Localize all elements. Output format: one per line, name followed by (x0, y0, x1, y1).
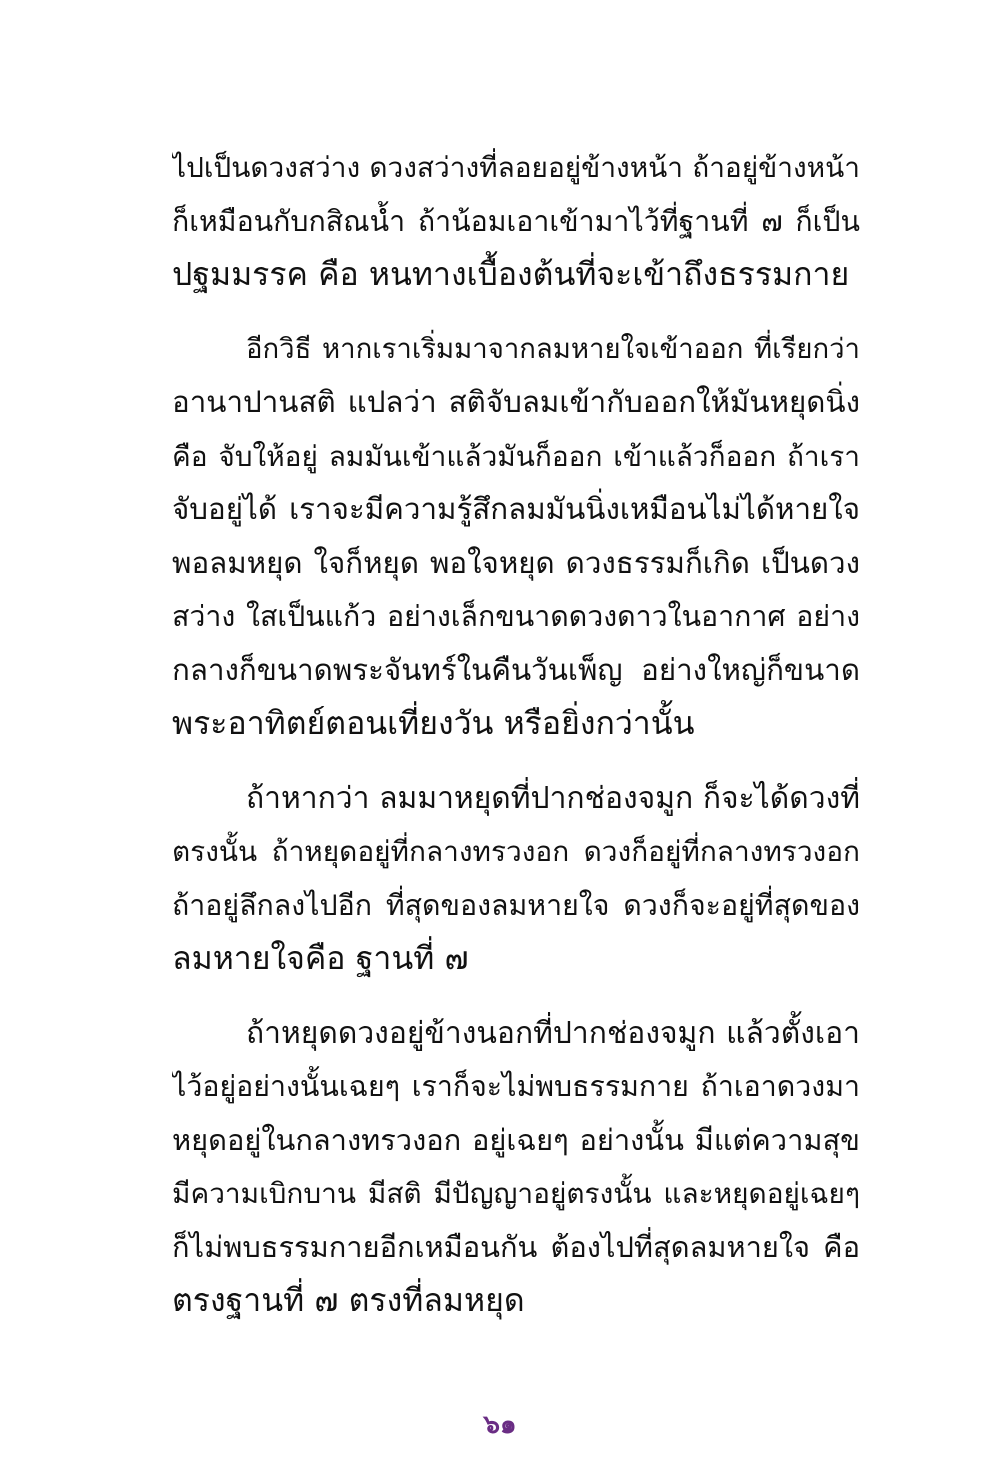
text-line: ถ้าอยู่ลึกลงไปอีก ที่สุดของลมหายใจ ดวงก็จะอยู่ที่สุดของ (172, 888, 860, 922)
text-line: ก็เหมือนกับกสิณน้ำ ถ้าน้อมเอาเข้ามาไว้ที่ฐานที่ ๗ ก็เป็น (172, 204, 860, 238)
text-line: ลมหายใจคือ ฐานที่ ๗ (172, 939, 469, 977)
text-line: พอลมหยุด ใจก็หยุด พอใจหยุด ดวงธรรมก็เกิด เป็นดวง (172, 545, 860, 580)
body-text (172, 141, 860, 1328)
text-line: อานาปานสติ แปลว่า สติจับลมเข้ากับออกให้มันหยุดนิ่ง (172, 385, 860, 419)
paragraph-1 (172, 141, 860, 302)
text-line: จับอยู่ได้ เราจะมีความรู้สึกลมมันนิ่งเหมือนไม่ได้หายใจ (172, 492, 860, 526)
paragraph-gap (172, 986, 860, 1007)
text-line: ถ้าหากว่า ลมมาหยุดที่ปากช่องจมูก ก็จะได้ดวงที่ (246, 780, 860, 816)
text-line: ตรงนั้น ถ้าหยุดอยู่ที่กลางทรวงอก ดวงก็อยู่ที่กลางทรวงอก (172, 835, 860, 868)
text-line: พระอาทิตย์ตอนเที่ยงวัน หรือยิ่งกว่านั้น (172, 704, 695, 742)
paragraph-gap (172, 302, 860, 323)
text-line: ไว้อยู่อย่างนั้นเฉยๆ เราก็จะไม่พบธรรมกาย ถ้าเอาดวงมา (172, 1070, 860, 1103)
text-line: หยุดอยู่ในกลางทรวงอก อยู่เฉยๆ อย่างนั้น มีแต่ความสุข (172, 1122, 860, 1157)
text-line: ถ้าหยุดดวงอยู่ข้างนอกที่ปากช่องจมูก แล้วตั้งเอา (246, 1015, 860, 1051)
paragraph-gap (172, 751, 860, 772)
page-number: ๖๑ (483, 1410, 517, 1440)
text-line: กลางก็ขนาดพระจันทร์ในคืนวันเพ็ญ อย่างใหญ่ก็ขนาด (172, 652, 860, 687)
paragraph-4 (172, 1007, 860, 1328)
text-line: ไปเป็นดวงสว่าง ดวงสว่างที่ลอยอยู่ข้างหน้า ถ้าอยู่ข้างหน้า (172, 151, 860, 184)
paragraph-3 (172, 772, 860, 986)
text-line: อีกวิธี หากเราเริ่มมาจากลมหายใจเข้าออก ที่เรียกว่า (246, 332, 860, 365)
text-line: ปฐมมรรค คือ หนทางเบื้องต้นที่จะเข้าถึงธรรมกาย (172, 255, 850, 293)
text-line: สว่าง ใสเป็นแก้ว อย่างเล็กขนาดดวงดาวในอากาศ อย่าง (172, 600, 860, 633)
text-line: ตรงฐานที่ ๗ ตรงที่ลมหยุด (172, 1281, 525, 1319)
paragraph-2 (172, 323, 860, 751)
text-line: ก็ไม่พบธรรมกายอีกเหมือนกัน ต้องไปที่สุดลมหายใจ คือ (172, 1229, 860, 1264)
text-line: คือ จับให้อยู่ ลมมันเข้าแล้วมันก็ออก เข้าแล้วก็ออก ถ้าเรา (172, 439, 860, 473)
text-line: มีความเบิกบาน มีสติ มีปัญญาอยู่ตรงนั้น และหยุดอยู่เฉยๆ (172, 1177, 860, 1210)
